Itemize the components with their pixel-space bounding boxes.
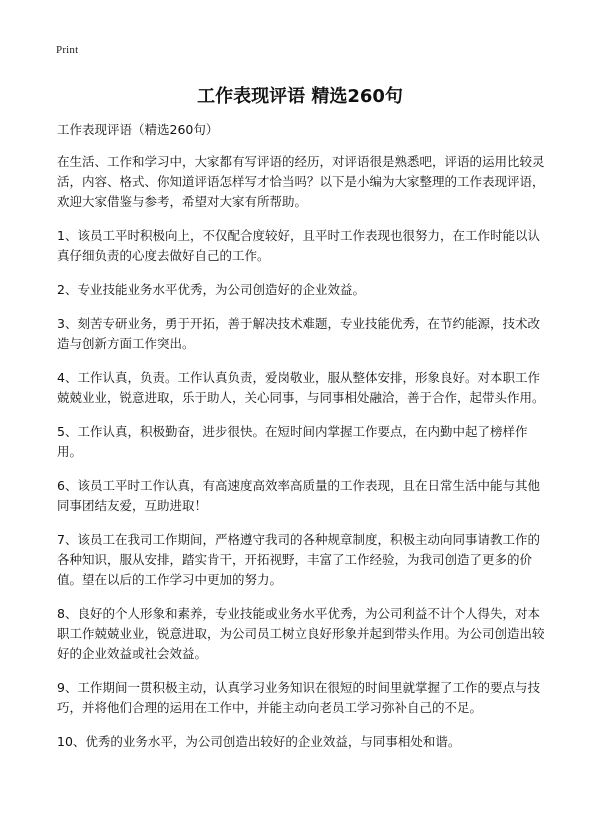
comment-item: 9、工作期间一贯积极主动，认真学习业务知识在很短的时间里就掌握了工作的要点与技巧，并将他们合理的运用在工作中，并能主动向老员工学习弥补自己的不足。 [57,680,540,715]
print-link[interactable]: Print [56,44,79,56]
document-body [57,120,547,766]
comment-item: 5、工作认真，积极勤奋，进步很快。在短时间内掌握工作要点，在内勤中起了榜样作用。 [57,424,528,459]
comment-item: 10、优秀的业务水平，为公司创造出较好的企业效益，与同事相处和谐。 [57,734,461,749]
comment-item: 6、该员工平时工作认真，有高速度高效率高质量的工作表现，且在日常生活中能与其他同事团结友爱，互助进取！ [57,478,540,513]
comment-item: 2、专业技能业务水平优秀，为公司创造好的企业效益。 [57,282,365,297]
comment-item: 7、该员工在我司工作期间，严格遵守我司的各种规章制度，积极主动向同事请教工作的各种知识，服从安排，踏实肯干，开拓视野，丰富了工作经验，为我司创造了更多的价值。望在以后的工作学习中更加的努力。 [57,532,540,587]
comment-item: 8、良好的个人形象和素养，专业技能或业务水平优秀，为公司利益不计个人得失，对本职工作兢兢业业，锐意进取，为公司员工树立良好形象并起到带头作用。为公司创造出较好的企业效益或社会效益。 [57,606,545,661]
comment-item: 1、该员工平时积极向上，不仅配合度较好，且平时工作表现也很努力，在工作时能以认真仔细负责的心度去做好自己的工作。 [57,228,540,263]
comment-item: 4、工作认真，负责。工作认真负责，爱岗敬业，服从整体安排，形象良好。对本职工作兢兢业业，锐意进取，乐于助人，关心同事，与同事相处融洽，善于合作，起带头作用。 [57,370,545,405]
page-title: 工作表现评语 精选260句 [197,86,403,107]
comment-item: 3、刻苦专研业务，勇于开拓，善于解决技术难题，专业技能优秀，在节约能源，技术改造与创新方面工作突出。 [57,316,540,351]
intro-paragraph: 在生活、工作和学习中，大家都有写评语的经历，对评语很是熟悉吧，评语的运用比较灵活，内容、格式、你知道评语怎样写才恰当吗？以下是小编为大家整理的工作表现评语，欢迎大家借鉴与参考，希望对大家有所帮助。 [57,154,545,209]
document-subtitle: 工作表现评语（精选260句） [57,122,219,137]
